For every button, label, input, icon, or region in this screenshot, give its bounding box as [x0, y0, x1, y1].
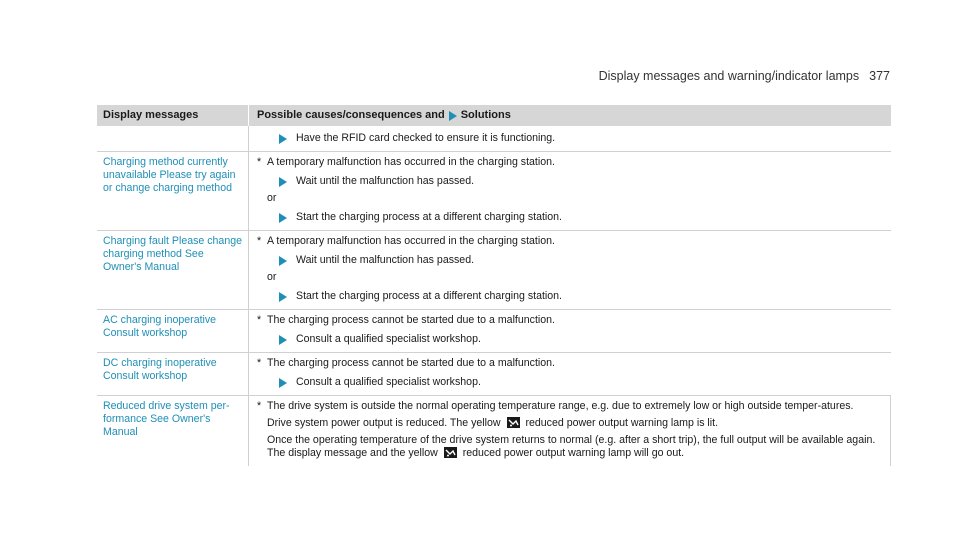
col-header-display-messages: Display messages — [97, 105, 249, 126]
solution-step — [279, 175, 883, 188]
col-header-causes: Possible causes/consequences and — [257, 109, 445, 121]
cause-text: The charging process cannot be started due to a malfunction. — [267, 314, 555, 326]
play-arrow-icon — [279, 292, 287, 302]
reduced-power-warning-lamp-icon — [507, 417, 520, 428]
table-header — [97, 105, 891, 126]
asterisk: * — [257, 156, 262, 168]
message-cell: Charging method currently unavailable Please try again or change charging method — [97, 152, 249, 230]
paragraph-text: reduced power output warning lamp will go out. — [462, 447, 685, 459]
play-arrow-icon — [279, 256, 287, 266]
solution-cell — [249, 231, 891, 309]
cause-text: A temporary malfunction has occurred in the charging station. — [267, 235, 555, 247]
cause-text: The charging process cannot be started due to a malfunction. — [267, 357, 555, 369]
play-arrow-icon — [279, 378, 287, 388]
play-arrow-icon — [279, 134, 287, 144]
asterisk: * — [257, 235, 262, 247]
step-text: Wait until the malfunction has passed. — [296, 175, 475, 187]
solution-step — [279, 290, 883, 303]
solution-cell — [249, 152, 891, 230]
col-header-solutions — [249, 109, 511, 122]
table-row — [97, 310, 891, 353]
solution-step — [279, 333, 883, 346]
step-text: Have the RFID card checked to ensure it is functioning. — [296, 132, 556, 144]
solution-step — [279, 376, 883, 389]
paragraph-text: reduced power output warning lamp is lit. — [525, 417, 719, 429]
play-arrow-icon — [279, 177, 287, 187]
solution-cell — [249, 126, 891, 151]
asterisk: * — [257, 400, 262, 412]
paragraph-text: Drive system power output is reduced. The yellow — [267, 417, 501, 429]
cause-text: The drive system is outside the normal operating temperature range, e.g. due to extremely low or high outside temper-atures. — [267, 400, 854, 412]
info-paragraph — [267, 417, 882, 430]
step-text: Consult a qualified specialist workshop. — [296, 333, 481, 345]
message-cell: AC charging inoperative Consult workshop — [97, 310, 249, 352]
cause-item — [257, 314, 883, 327]
solution-step — [279, 254, 883, 267]
step-text: Start the charging process at a different charging station. — [296, 211, 562, 223]
solution-step — [279, 211, 883, 224]
cause-item — [257, 235, 883, 248]
step-text: Consult a qualified specialist workshop. — [296, 376, 481, 388]
table-row — [97, 396, 891, 466]
solution-cell — [249, 353, 891, 395]
message-cell: Charging fault Please change charging method See Owner's Manual — [97, 231, 249, 309]
solution-cell — [249, 310, 891, 352]
or-label: or — [267, 192, 277, 204]
cause-item — [257, 357, 883, 370]
message-cell — [97, 126, 249, 151]
info-paragraph — [267, 434, 882, 460]
page-header-title: Display messages and warning/indicator lamps — [598, 69, 860, 83]
step-text: Start the charging process at a different charging station. — [296, 290, 562, 302]
table-row — [97, 152, 891, 231]
table-row — [97, 126, 891, 152]
message-cell: DC charging inoperative Consult workshop — [97, 353, 249, 395]
solution-step — [279, 132, 883, 145]
play-arrow-icon — [279, 335, 287, 345]
asterisk: * — [257, 314, 262, 326]
table-row — [97, 231, 891, 310]
cause-item — [257, 400, 882, 413]
cause-text: A temporary malfunction has occurred in the charging station. — [267, 156, 555, 168]
message-cell: Reduced drive system per-formance See Owner's Manual — [97, 396, 249, 466]
col-header-solutions-label: Solutions — [460, 109, 511, 121]
play-arrow-icon — [449, 111, 457, 121]
display-messages-table — [97, 105, 891, 466]
page-number: 377 — [869, 69, 890, 83]
page-header — [599, 69, 890, 83]
reduced-power-warning-lamp-icon — [444, 447, 457, 458]
step-text: Wait until the malfunction has passed. — [296, 254, 475, 266]
table-row — [97, 353, 891, 396]
solution-cell — [249, 396, 891, 466]
play-arrow-icon — [279, 213, 287, 223]
cause-item — [257, 156, 883, 169]
asterisk: * — [257, 357, 262, 369]
paragraph-text: Once the operating temperature of the drive system returns to normal (e.g. after a short trip), the full output will be available again. The display message and the yellow — [267, 434, 876, 459]
or-label: or — [267, 271, 277, 283]
